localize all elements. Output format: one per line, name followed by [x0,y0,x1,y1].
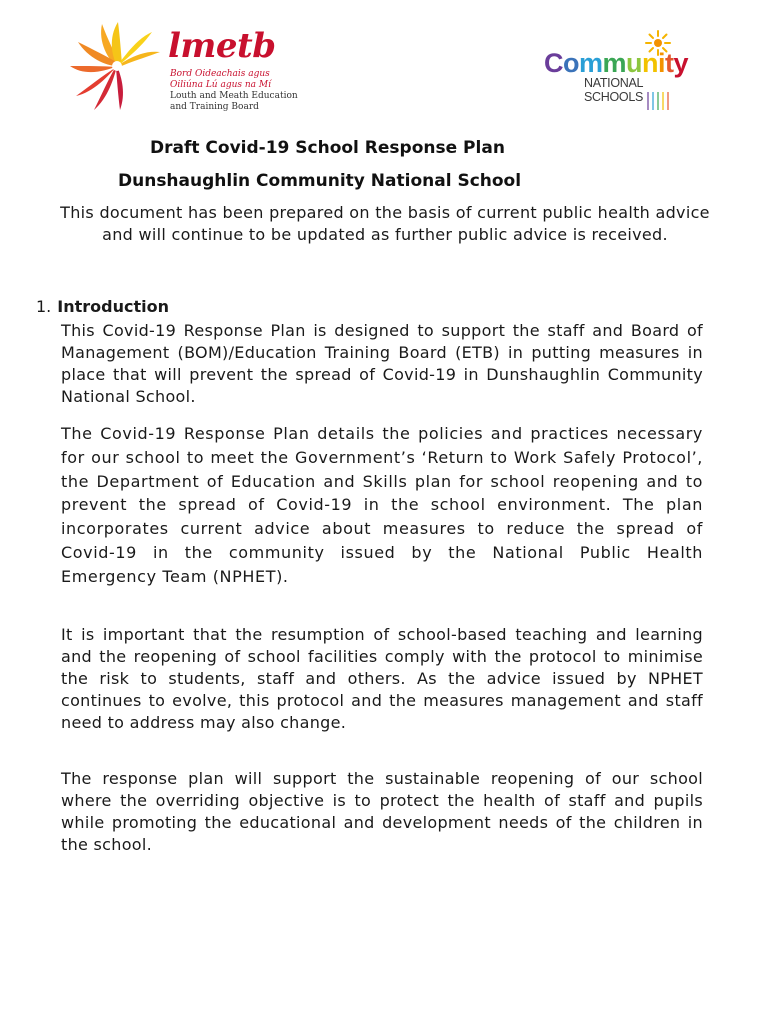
cns-letter: y [673,48,689,78]
section-number: 1. [36,297,52,316]
cns-letter: C [544,48,563,78]
cns-letter: m [579,48,603,78]
intro-note: This document has been prepared on the basis of current public health advice and will continue to be updated as further public advice is received. [60,203,710,244]
paragraph: This Covid-19 Response Plan is designed to support the staff and Board of Management (BOM)/Education Training Board (ETB) in putting measures in place that will prevent the spread of Covid-19 in Dunshaughlin Community National School. [61,321,703,406]
lmetb-logo [68,20,298,112]
cns-decorative-lines-icon [544,92,704,110]
cns-letter: u [626,48,643,78]
lmetb-sunburst-icon [68,20,166,112]
cns-letter: m [602,48,627,78]
document-title: Draft Covid-19 School Response Plan [150,138,505,158]
cns-letter: n [642,48,659,78]
school-name: Dunshaughlin Community National School [118,171,522,191]
cns-wordmark [544,48,688,78]
page-header [0,0,770,120]
lmetb-english-line-1: Louth and Meath Education [170,91,298,101]
lmetb-subtitle [170,69,298,113]
paragraph: The response plan will support the sustainable reopening of our school where the overriding objective is to protect the health of staff and pupils while promoting the educational and development needs of the children in the school. [61,769,703,854]
paragraph: It is important that the resumption of school-based teaching and learning and the reopening of school facilities comply with the protocol to minimise the risk to students, staff and others. As the advice issued by NPHET continues to evolve, this protocol and the measures management and staff need to address may also change. [61,625,703,732]
section-title: Introduction [57,297,169,316]
paragraph: The Covid-19 Response Plan details the policies and practices necessary for our school to meet the Government’s ‘Return to Work Safely Protocol’, the Department of Education and Skills plan for school reopening and to prevent the spread of Covid-19 in the school environment. The plan incorporates current advice about measures to reduce the spread of Covid-19 in the community issued by the National Public Health Emergency Team (NPHET). [61,424,703,586]
lmetb-english-line-2: and Training Board [170,102,259,112]
cns-letter: i [658,48,666,78]
community-national-schools-logo [544,30,704,110]
lmetb-irish-line-2: Oiliúna Lú agus na Mí [170,80,271,90]
cns-letter: t [665,48,674,78]
cns-letter: o [563,48,579,78]
lmetb-irish-line-1: Bord Oideachais agus [170,69,270,79]
section-heading-introduction [36,296,169,318]
lmetb-wordmark: lmetb [168,26,276,66]
cns-subtitle: NATIONAL SCHOOLS [584,76,644,104]
